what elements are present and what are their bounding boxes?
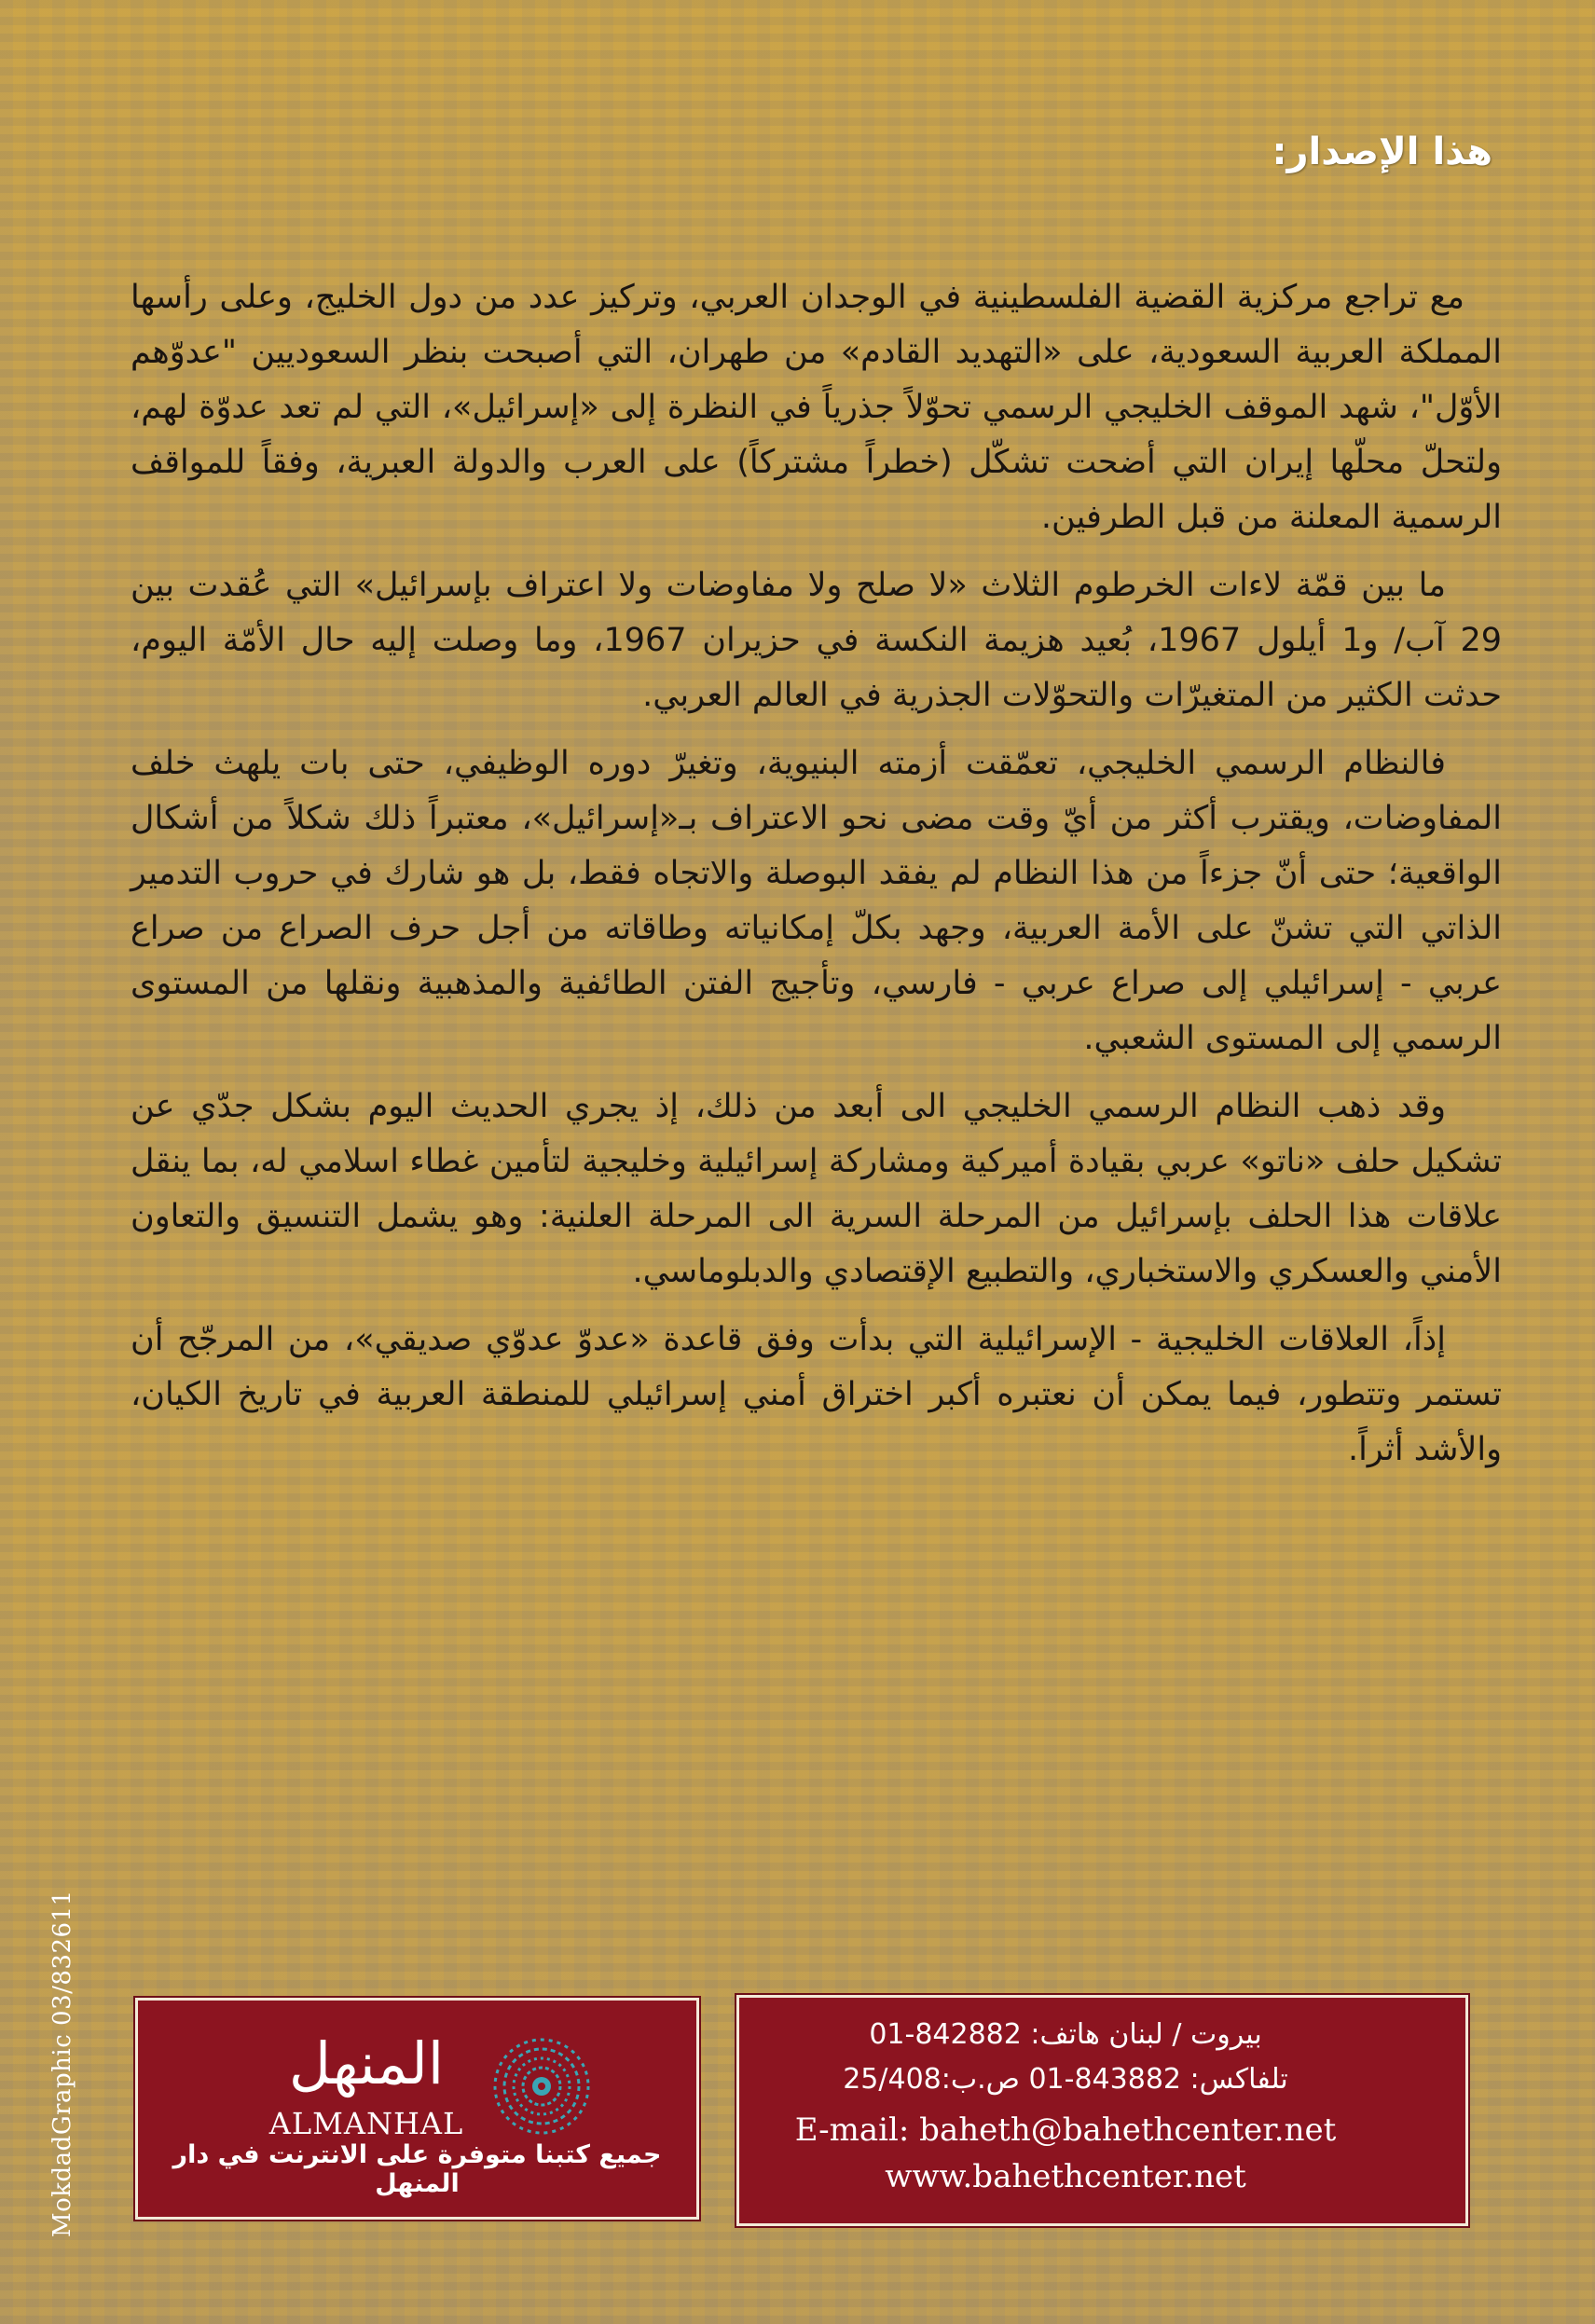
section-heading: هذا الإصدار: [1272, 131, 1492, 173]
paragraph-4: وقد ذهب النظام الرسمي الخليجي الى أبعد من ذلك، إذ يجري الحديث اليوم بشكل جدّي عن تشكيل حلف «ناتو» عربي بقيادة أميركية ومشاركة إسرائيلية وخليجية لتأمين غطاء اسلامي له، بما ينقل علاقات هذا الحلف بإسرائيل من المرحلة السرية الى المرحلة العلنية: وهو يشمل التنسيق والتعاون الأمني والعسكري والاستخباري، والتطبيع الإقتصادي والدبلوماسي. [131, 1088, 1502, 1290]
publisher-phone: بيروت / لبنان هاتف: 842882-01 [869, 2018, 1262, 2051]
paragraph-3: فالنظام الرسمي الخليجي، تعمّقت أزمته البنيوية، وتغيرّ دوره الوظيفي، حتى بات يلهث خلف المفاوضات، ويقترب أكثر من أيّ وقت مضى نحو الاعتراف بـ«إسرائيل»، معتبراً ذلك شكلاً من أشكال الواقعية؛ حتى أنّ جزءاً من هذا النظام لم يفقد البوصلة والاتجاه فقط، بل هو شارك في حروب التدمير الذاتي التي تشنّ على الأمة العربية، وجهد بكلّ إمكانياته وطاقاته من أجل حرف الصراع من صراع عربي - إسرائيلي إلى صراع عربي - فارسي، وتأجيج الفتن الطائفية والمذهبية ونقلها من المستوى الرسمي إلى المستوى الشعبي. [131, 745, 1502, 1057]
publisher-fax-pobox: تلفاكس: 843882-01 ص.ب:25/408 [843, 2063, 1288, 2096]
almanhal-box [135, 1998, 699, 2220]
almanhal-logo-english: ALMANHAL [268, 2106, 464, 2141]
almanhal-rosette-icon [489, 2034, 594, 2138]
publisher-contact-box [736, 1995, 1468, 2226]
publisher-website[interactable]: www.bahethcenter.net [885, 2158, 1246, 2195]
publisher-email[interactable]: E-mail: baheth@bahethcenter.net [794, 2111, 1337, 2149]
paragraph-1: مع تراجع مركزية القضية الفلسطينية في الوجدان العربي، وتركيز عدد من دول الخليج، وعلى رأسها المملكة العربية السعودية، على «التهديد القادم» من طهران، التي أصبحت بنظر السعوديين "عدوّهم الأوّل"، شهد الموقف الخليجي الرسمي تحوّلاً جذرياً في النظرة إلى «إسرائيل»، التي لم تعد عدوّة لهم، ولتحلّ محلّها إيران التي أضحت تشكّل (خطراً مشتركاً) على العرب والدولة العبرية، وفقاً للمواقف الرسمية المعلنة من قبل الطرفين. [131, 279, 1502, 536]
body-text [131, 270, 1502, 1491]
almanhal-tagline: جميع كتبنا متوفرة على الانترنت في دار المنهل [172, 2140, 662, 2198]
almanhal-logo-arabic: المنهل [288, 2029, 445, 2097]
paragraph-5: إذاً، العلاقات الخليجية - الإسرائيلية التي بدأت وفق قاعدة «عدوّ عدوّي صديقي»، من المرجّح أن تستمر وتتطور، فيما يمكن أن نعتبره أكبر اختراق أمني إسرائيلي للمنطقة العربية في تاريخ الكيان، والأشد أثراً. [131, 1321, 1502, 1468]
print-code: MokdadGraphic 03/832611 [48, 1890, 76, 2237]
paragraph-2: ما بين قمّة لاءات الخرطوم الثلاث «لا صلح ولا مفاوضات ولا اعتراف بإسرائيل» التي عُقدت بين 29 آب/ و1 أيلول 1967، بُعيد هزيمة النكسة في حزيران 1967، وما وصلت إليه حال الأمّة اليوم، حدثت الكثير من المتغيرّات والتحوّلات الجذرية في العالم العربي. [131, 567, 1503, 714]
